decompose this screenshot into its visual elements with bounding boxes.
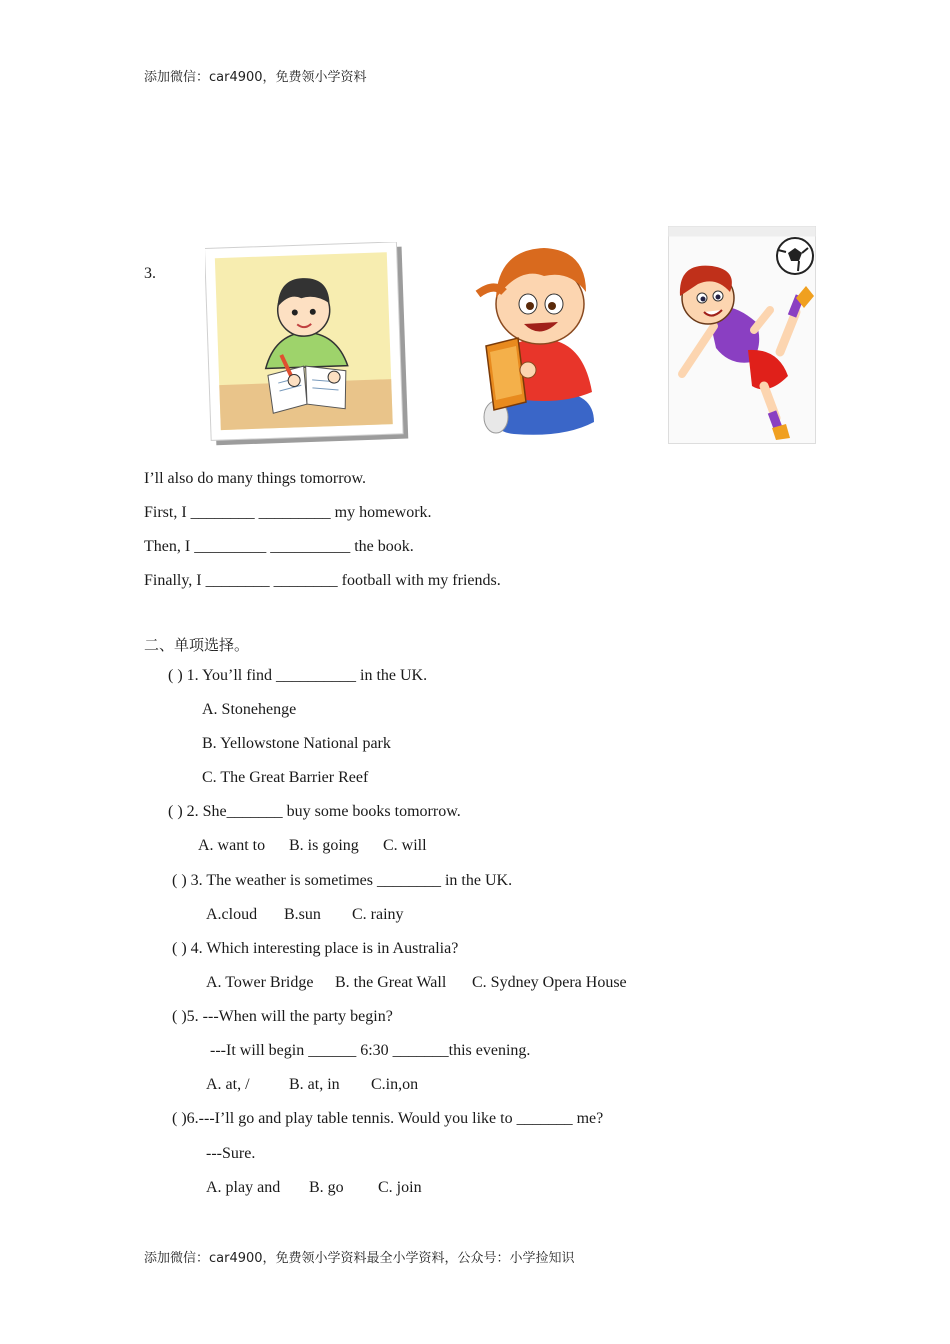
q6-option-b: B. go xyxy=(309,1179,344,1196)
footer-watermark: 添加微信：car4900，免费领小学资料最全小学资料，公众号：小学捡知识 xyxy=(144,1251,575,1266)
q5-option-c: C.in,on xyxy=(371,1076,419,1093)
exercise-number: 3. xyxy=(144,265,156,282)
exercise3-line-1: First, I ________ _________ my homework. xyxy=(144,504,432,521)
q2-stem: ( ) 2. She_______ buy some books tomorrow. xyxy=(168,803,461,820)
q1-option-c: C. The Great Barrier Reef xyxy=(202,769,369,786)
q3-option-a: A.cloud xyxy=(206,906,258,923)
q4-option-b: B. the Great Wall xyxy=(335,974,447,991)
q5-stem: ( )5. ---When will the party begin? xyxy=(172,1008,393,1025)
q4-option-a: A. Tower Bridge xyxy=(206,974,314,991)
section2-heading: 二、单项选择。 xyxy=(144,636,250,654)
q5-option-a: A. at, / xyxy=(206,1076,250,1093)
q5-reply: ---It will begin ______ 6:30 _______this evening. xyxy=(210,1042,531,1059)
q3-stem: ( ) 3. The weather is sometimes ________ in the UK. xyxy=(172,872,513,889)
q6-option-c: C. join xyxy=(378,1179,422,1196)
q6-stem: ( )6.---I’ll go and play table tennis. Would you like to _______ me? xyxy=(172,1110,604,1127)
header-watermark: 添加微信：car4900，免费领小学资料 xyxy=(144,70,367,85)
exercise3-line-3: Finally, I ________ ________ football with my friends. xyxy=(144,572,501,589)
q3-option-b: B.sun xyxy=(284,906,321,923)
q1-option-a: A. Stonehenge xyxy=(202,701,297,718)
q6-reply: ---Sure. xyxy=(206,1145,256,1162)
boy-doing-homework-picture xyxy=(205,242,411,452)
q6-option-a: A. play and xyxy=(206,1179,281,1196)
q2-option-a: A. want to xyxy=(198,837,266,854)
q2-option-c: C. will xyxy=(383,837,427,854)
q2-option-b: B. is going xyxy=(289,837,359,854)
boy-playing-football-picture xyxy=(668,226,816,444)
q1-option-b: B. Yellowstone National park xyxy=(202,735,391,752)
q4-stem: ( ) 4. Which interesting place is in Australia? xyxy=(172,940,459,957)
q4-option-c: C. Sydney Opera House xyxy=(472,974,627,991)
exercise3-intro: I’ll also do many things tomorrow. xyxy=(144,470,367,487)
exercise3-line-2: Then, I _________ __________ the book. xyxy=(144,538,414,555)
q1-stem: ( ) 1. You’ll find __________ in the UK. xyxy=(168,667,428,684)
q5-option-b: B. at, in xyxy=(289,1076,340,1093)
q3-option-c: C. rainy xyxy=(352,906,404,923)
boy-reading-book-picture xyxy=(474,242,600,438)
